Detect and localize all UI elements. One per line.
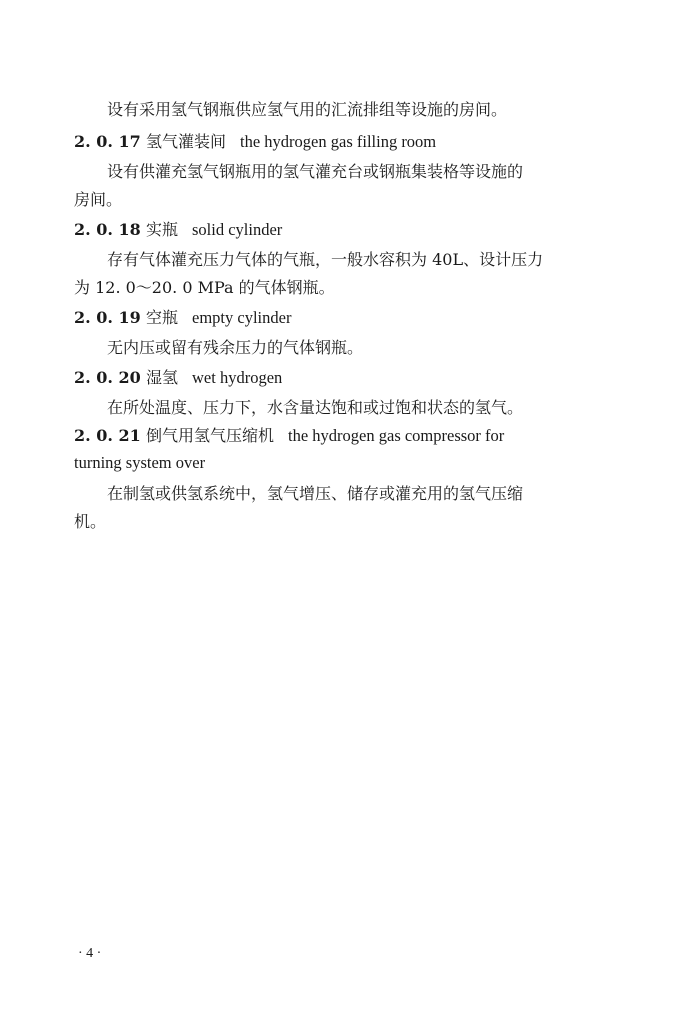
term-number: 2. 0. 17 xyxy=(74,132,141,151)
term-chinese: 倒气用氢气压缩机 xyxy=(146,426,275,445)
paragraph-text: 存有气体灌充压力气体的气瓶，一般水容积为 40L、设计压力 xyxy=(107,250,544,269)
term-english: the hydrogen gas filling room xyxy=(240,132,437,151)
term-number: 2. 0. 21 xyxy=(74,426,141,445)
term-heading-2-0-19 xyxy=(74,306,624,330)
term-heading-2-0-20 xyxy=(74,366,624,390)
term-heading-2-0-17 xyxy=(74,130,624,154)
term-number: 2. 0. 18 xyxy=(74,220,141,239)
term-english: empty cylinder xyxy=(192,308,292,327)
term-number: 2. 0. 20 xyxy=(74,368,141,387)
term-english: solid cylinder xyxy=(192,220,283,239)
paragraph-text: 在制氢或供氢系统中，氢气增压、储存或灌充用的氢气压缩 xyxy=(107,484,524,503)
paragraph-text: 房间。 xyxy=(74,190,123,209)
term-english: the hydrogen gas compressor for xyxy=(288,426,505,445)
term-chinese: 实瓶 xyxy=(146,220,179,239)
term-english-continued: turning system over xyxy=(74,453,206,472)
term-heading-2-0-18 xyxy=(74,218,624,242)
term-chinese: 空瓶 xyxy=(146,308,179,327)
paragraph-text: 在所处温度、压力下，水含量达饱和或过饱和状态的氢气。 xyxy=(107,398,524,417)
term-english: wet hydrogen xyxy=(192,368,283,387)
paragraph-text: 无内压或留有残余压力的气体钢瓶。 xyxy=(107,338,364,357)
paragraph-text: 机。 xyxy=(74,512,107,531)
paragraph-text: 设有供灌充氢气钢瓶用的氢气灌充台或钢瓶集装格等设施的 xyxy=(107,162,524,181)
term-number: 2. 0. 19 xyxy=(74,308,141,327)
page-number: · 4 · xyxy=(78,946,102,961)
paragraph-text: 为 12. 0～20. 0 MPa 的气体钢瓶。 xyxy=(74,278,335,297)
term-chinese: 氢气灌装间 xyxy=(146,132,227,151)
paragraph-text: 设有采用氢气钢瓶供应氢气用的汇流排组等设施的房间。 xyxy=(107,100,508,119)
term-chinese: 湿氢 xyxy=(146,368,179,387)
term-heading-2-0-21 xyxy=(74,424,624,448)
